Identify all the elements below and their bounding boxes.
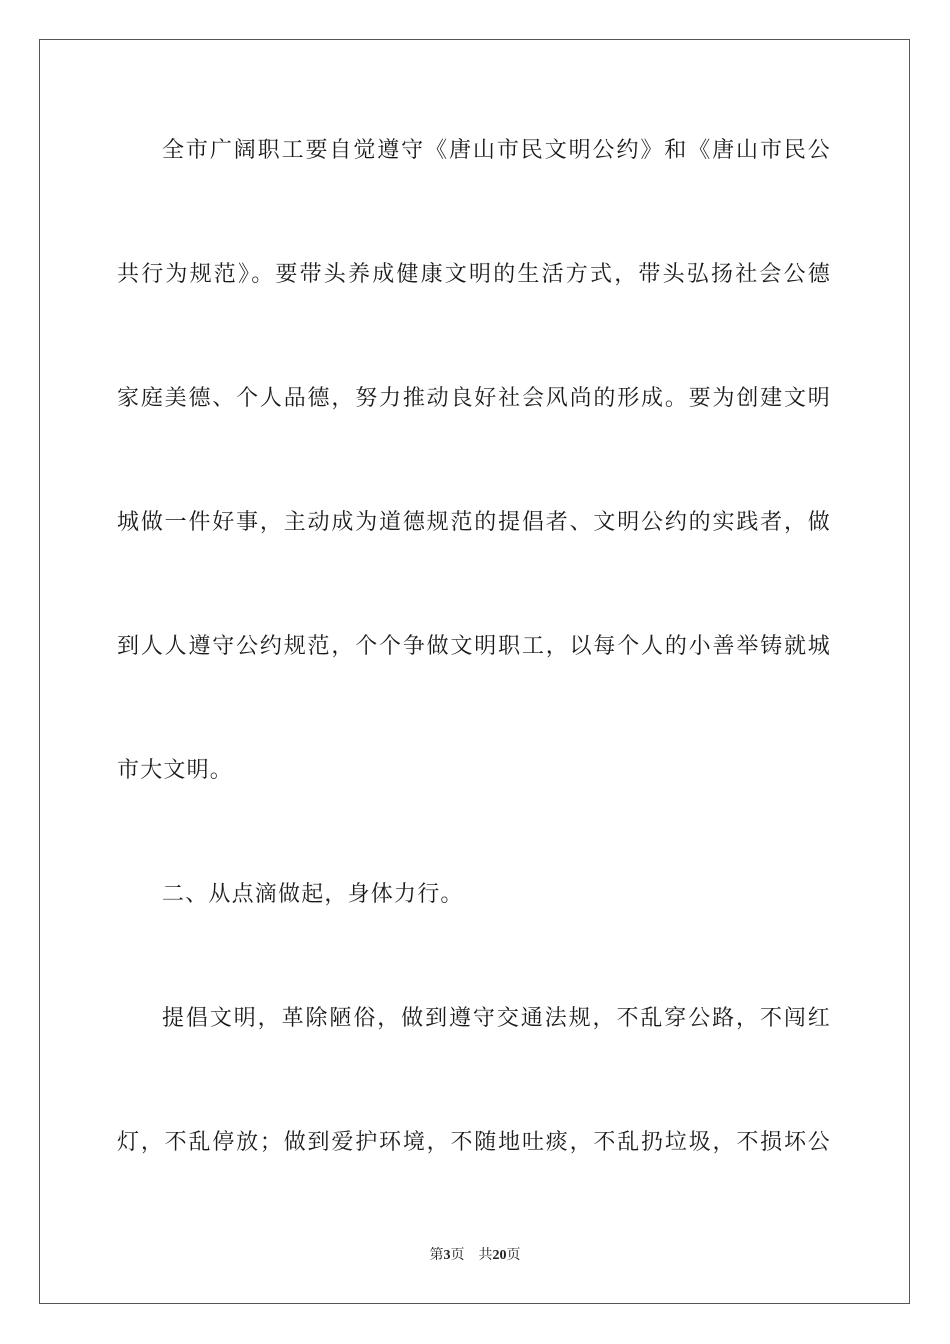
paragraph-line: 到人人遵守公约规范，个个争做文明职工，以每个人的小善举铸就城	[117, 634, 831, 659]
page-footer	[0, 1245, 950, 1266]
paragraph-line: 灯，不乱停放；做到爱护环境，不随地吐痰，不乱扔垃圾，不损坏公	[117, 1130, 831, 1155]
paragraph-line: 全市广阔职工要自觉遵守《唐山市民文明公约》和《唐山市民公	[162, 138, 831, 163]
total-prefix: 共	[478, 1247, 493, 1263]
paragraph-line: 家庭美德、个人品德，努力推动良好社会风尚的形成。要为创建文明	[117, 386, 831, 411]
page-border	[39, 39, 910, 1304]
total-pages: 20	[492, 1248, 507, 1263]
total-suffix: 页	[506, 1247, 521, 1263]
page-number: 3	[443, 1248, 451, 1263]
page-suffix: 页	[450, 1247, 465, 1263]
paragraph-line: 市大文明。	[117, 758, 234, 783]
paragraph-line: 共行为规范》。要带头养成健康文明的生活方式，带头弘扬社会公德	[117, 262, 831, 287]
section-heading: 二、从点滴做起，身体力行。	[162, 882, 464, 907]
paragraph-line: 城做一件好事，主动成为道德规范的提倡者、文明公约的实践者，做	[117, 510, 831, 535]
paragraph-line: 提倡文明，革除陋俗，做到遵守交通法规，不乱穿公路，不闯红	[162, 1006, 831, 1031]
page-prefix: 第	[429, 1247, 444, 1263]
